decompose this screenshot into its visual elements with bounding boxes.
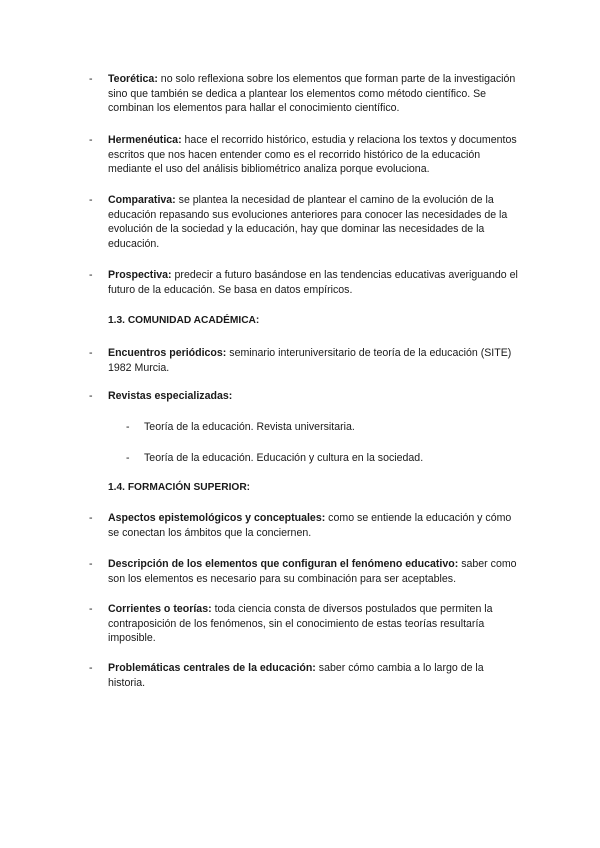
list-item-text [108,72,519,116]
sub-list-item [126,420,506,435]
bullet-dash: - [89,134,93,146]
section-heading-comunidad: 1.3. COMUNIDAD ACADÉMICA: [108,315,260,326]
term-label: Comparativa: [108,194,176,206]
bullet-dash: - [89,662,93,674]
bullet-dash: - [89,194,93,206]
term-description: seminario interuniversitario de teoría de la educación (SITE) 1982 Murcia. [108,347,512,374]
term-description: se plantea la necesidad de plantear el camino de la evolución de la educación repasando sus evoluciones anteriores para conocer las necesidades de la evolución de la sociedad y la educación, hay que dominar las necesidades de la educación. [108,194,508,250]
term-description: predecir a futuro basándose en las tendencias educativas averiguando el futuro de la educación. Se basa en datos empíricos. [108,269,518,296]
list-item-text [108,557,519,586]
sub-list-item [126,451,506,466]
bullet-dash: - [126,421,130,433]
term-label: Problemáticas centrales de la educación: [108,662,316,674]
term-label: Revistas especializadas: [108,390,233,402]
sub-list-item-text: Teoría de la educación. Educación y cultura en la sociedad. [144,452,424,464]
term-description: no solo reflexiona sobre los elementos que forman parte de la investigación sino que también se dedica a plantear los elementos como método científico. Se combinan los elementos para hallar el conocimiento científico. [108,73,516,115]
list-item-revistas [89,389,519,404]
term-label: Hermenéutica: [108,134,182,146]
term-description: saber como son los elementos es necesario para su combinación para ser aceptables. [108,558,517,585]
list-item-text [108,193,519,251]
list-item-encuentros [89,346,519,375]
list-item-comparativa [89,193,519,251]
term-label: Encuentros periódicos: [108,347,227,359]
list-item-aspectos [89,511,519,540]
list-item-text [108,268,519,297]
term-label: Descripción de los elementos que configuran el fenómeno educativo: [108,558,459,570]
bullet-dash: - [89,390,93,402]
term-label: Teorética: [108,73,158,85]
list-item-text [108,389,519,404]
bullet-dash: - [89,603,93,615]
bullet-dash: - [89,73,93,85]
term-label: Corrientes o teorías: [108,603,212,615]
term-description: saber cómo cambia a lo largo de la historia. [108,662,484,689]
list-item-problematicas [89,661,519,690]
term-label: Aspectos epistemológicos y conceptuales: [108,512,326,524]
term-description: hace el recorrido histórico, estudia y relaciona los textos y documentos escritos que nos hacen entender como es el recorrido histórico de la educación mediante el uso del análisis bibliométrico analiza porque evoluciona. [108,134,517,176]
bullet-dash: - [89,347,93,359]
list-item-text [108,511,519,540]
list-item-text [108,602,519,646]
bullet-dash: - [126,452,130,464]
list-item-text [108,133,519,177]
list-item-hermeneutica [89,133,519,177]
term-description: como se entiende la educación y cómo se conectan los ámbitos que la conciernen. [108,512,512,539]
list-item-text [108,346,519,375]
list-item-descripcion [89,557,519,586]
sub-list-item-text: Teoría de la educación. Revista universitaria. [144,421,355,433]
list-item-corrientes [89,602,519,646]
bullet-dash: - [89,558,93,570]
list-item-prospectiva [89,268,519,297]
term-label: Prospectiva: [108,269,172,281]
section-heading-formacion: 1.4. FORMACIÓN SUPERIOR: [108,482,251,493]
bullet-dash: - [89,269,93,281]
term-description: toda ciencia consta de diversos postulados que permiten la contraposición de los fenómenos, sin el conocimiento de estas teorías resultaría imposible. [108,603,493,645]
list-item-text [108,661,519,690]
list-item-teoretica [89,72,519,116]
bullet-dash: - [89,512,93,524]
